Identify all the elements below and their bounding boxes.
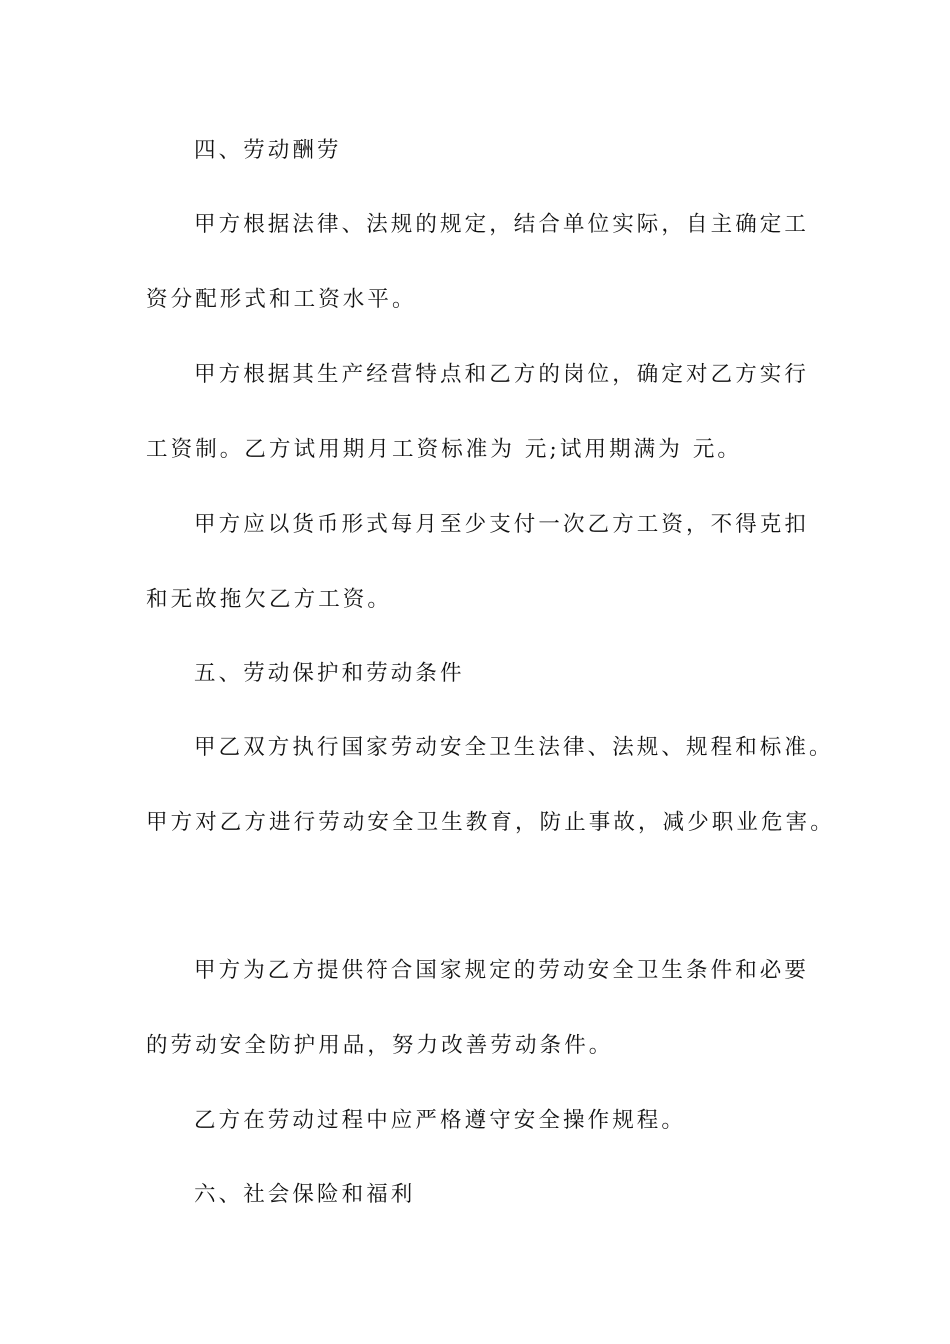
paragraph-line: 的劳动安全防护用品，努力改善劳动条件。: [146, 1033, 614, 1058]
paragraph-line: 甲方应以货币形式每月至少支付一次乙方工资，不得克扣: [194, 512, 810, 537]
paragraph-line: 甲方根据法律、法规的规定，结合单位实际，自主确定工: [194, 212, 810, 237]
paragraph-line: 工资制。乙方试用期月工资标准为 元;试用期满为 元。: [146, 437, 743, 462]
paragraph-line: 资分配形式和工资水平。: [146, 287, 417, 312]
section-heading-5: 五、劳动保护和劳动条件: [194, 661, 465, 686]
paragraph-line: 甲方为乙方提供符合国家规定的劳动安全卫生条件和必要: [194, 958, 810, 983]
section-heading-6: 六、社会保险和福利: [194, 1182, 416, 1207]
paragraph-line: 甲方根据其生产经营特点和乙方的岗位，确定对乙方实行: [194, 362, 810, 387]
paragraph-line: 甲方对乙方进行劳动安全卫生教育，防止事故，减少职业危害。: [146, 810, 835, 835]
paragraph-line: 甲乙双方执行国家劳动安全卫生法律、法规、规程和标准。: [194, 735, 834, 760]
paragraph-line: 和无故拖欠乙方工资。: [146, 587, 393, 612]
paragraph-line: 乙方在劳动过程中应严格遵守安全操作规程。: [194, 1108, 687, 1133]
section-heading-4: 四、劳动酬劳: [194, 138, 342, 163]
